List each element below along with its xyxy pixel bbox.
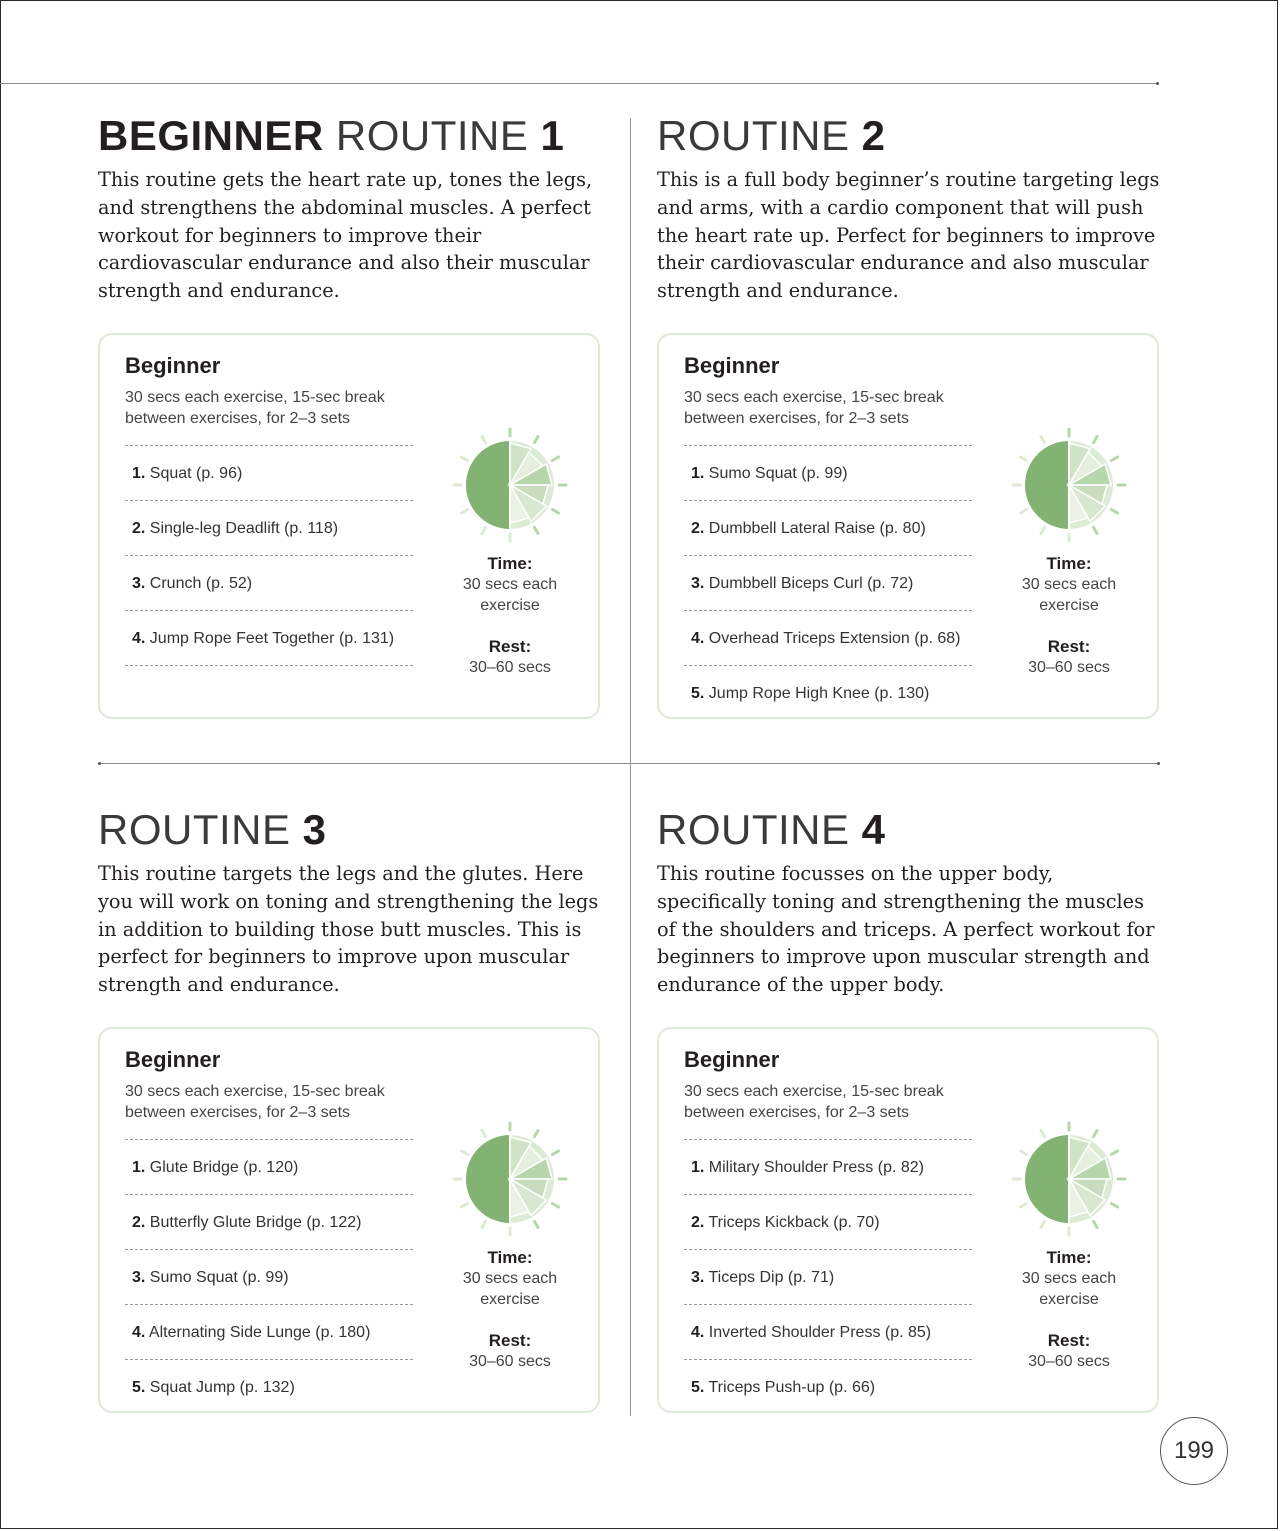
exercise-list [684, 445, 972, 721]
exercise-item: 3. Ticeps Dip (p. 71) [684, 1250, 972, 1305]
time-label: Time: [487, 554, 533, 573]
card-subtitle: 30 secs each exercise, 15-sec break between exercises, for 2–3 sets [684, 1083, 944, 1121]
page-number: 199 [1160, 1417, 1228, 1485]
dial-half-segment [466, 441, 510, 529]
card-title: Beginner [125, 1047, 221, 1072]
time-label: Time: [1046, 554, 1092, 573]
timer-dial-icon [1011, 1121, 1127, 1237]
exercise-list [125, 1139, 413, 1415]
routine-4-section [657, 806, 1163, 999]
routine-description: This routine focusses on the upper body, specifically toning and strengthening the muscles of the shoulders and triceps. A perfect workout for beginners to improve upon muscular strength and endurance of the upper body. [657, 862, 1155, 997]
timer-dial-icon [1011, 1121, 1127, 1237]
rest-label: Rest: [488, 1331, 532, 1350]
dial-tick [1111, 510, 1117, 514]
time-rest-info [1007, 553, 1131, 678]
dial-tick [1094, 1131, 1098, 1137]
rest-value: 30–60 secs [469, 1353, 551, 1370]
time-value: 30 secs each exercise [462, 576, 558, 614]
dial-tick [1094, 1221, 1098, 1227]
exercise-item: 3. Sumo Squat (p. 99) [125, 1250, 413, 1305]
dial-tick [1021, 1151, 1027, 1155]
timer-dial-icon [452, 427, 568, 543]
dial-tick [1041, 437, 1045, 443]
exercise-item: 5. Squat Jump (p. 132) [132, 1379, 295, 1396]
timer-dial-icon [452, 427, 568, 543]
card-title: Beginner [684, 353, 780, 378]
time-value: 30 secs each exercise [462, 1270, 558, 1308]
dial-tick [1021, 1204, 1027, 1208]
dial-tick [552, 1151, 558, 1155]
routine-3-card [98, 1027, 600, 1413]
rest-value: 30–60 secs [469, 659, 551, 676]
rest-label: Rest: [488, 637, 532, 656]
exercise-item: 1. Military Shoulder Press (p. 82) [684, 1140, 972, 1195]
dial-tick [1094, 437, 1098, 443]
middle-divider [99, 763, 1159, 764]
dial-tick [1041, 1221, 1045, 1227]
routine-1-section [98, 112, 604, 305]
dial-tick [482, 437, 486, 443]
exercise-item: 4. Alternating Side Lunge (p. 180) [125, 1305, 413, 1360]
card-subtitle: 30 secs each exercise, 15-sec break between exercises, for 2–3 sets [125, 1083, 385, 1121]
dial-tick [1021, 510, 1027, 514]
exercise-item: 4. Jump Rope Feet Together (p. 131) [125, 611, 413, 666]
time-label: Time: [1046, 1248, 1092, 1267]
exercise-item: 4. Overhead Triceps Extension (p. 68) [684, 611, 972, 666]
column-divider [630, 118, 631, 1416]
dial-tick [535, 1131, 539, 1137]
exercise-item: 1. Squat (p. 96) [125, 446, 413, 501]
timer-dial-icon [452, 1121, 568, 1237]
exercise-item: 2. Dumbbell Lateral Raise (p. 80) [684, 501, 972, 556]
routine-3-section [98, 806, 604, 999]
exercise-item: 2. Butterfly Glute Bridge (p. 122) [125, 1195, 413, 1250]
rest-label: Rest: [1047, 1331, 1091, 1350]
exercise-item: 3. Crunch (p. 52) [125, 556, 413, 611]
time-rest-info [448, 553, 572, 678]
exercise-item: 5. Jump Rope High Knee (p. 130) [691, 685, 930, 702]
exercise-item: 2. Triceps Kickback (p. 70) [684, 1195, 972, 1250]
routine-heading: BEGINNER ROUTINE 1 [98, 112, 565, 159]
dial-tick [462, 1204, 468, 1208]
dial-tick [535, 527, 539, 533]
dial-tick [1041, 527, 1045, 533]
card-title: Beginner [684, 1047, 780, 1072]
time-label: Time: [487, 1248, 533, 1267]
exercise-item: 2. Single-leg Deadlift (p. 118) [125, 501, 413, 556]
time-value: 30 secs each exercise [1021, 1270, 1117, 1308]
dial-tick [535, 1221, 539, 1227]
routine-2-card [657, 333, 1159, 719]
exercise-item: 1. Glute Bridge (p. 120) [125, 1140, 413, 1195]
dial-tick [552, 1204, 558, 1208]
dial-tick [482, 1131, 486, 1137]
routine-description: This routine targets the legs and the glutes. Here you will work on toning and strengthening the legs in addition to building those butt muscles. This is perfect for beginners to improve upon muscular strength and endurance. [98, 862, 599, 997]
time-value: 30 secs each exercise [1021, 576, 1117, 614]
dial-tick [1021, 457, 1027, 461]
routine-description: This routine gets the heart rate up, tones the legs, and strengthens the abdominal muscles. A perfect workout for beginners to improve their cardiovascular endurance and also their muscular strength and endurance. [98, 168, 593, 303]
card-subtitle: 30 secs each exercise, 15-sec break between exercises, for 2–3 sets [125, 389, 385, 427]
rest-value: 30–60 secs [1028, 659, 1110, 676]
dial-tick [462, 1151, 468, 1155]
routine-heading: ROUTINE 3 [98, 806, 327, 853]
routine-heading: ROUTINE 2 [657, 112, 886, 159]
exercise-item: 4. Inverted Shoulder Press (p. 85) [684, 1305, 972, 1360]
divider-end-dot [1156, 82, 1159, 85]
exercise-item: 3. Dumbbell Biceps Curl (p. 72) [684, 556, 972, 611]
dial-half-segment [466, 1135, 510, 1223]
time-rest-info [448, 1247, 572, 1372]
dial-tick [462, 457, 468, 461]
time-rest-info [1007, 1247, 1131, 1372]
timer-dial-icon [1011, 427, 1127, 543]
dial-half-segment [1025, 1135, 1069, 1223]
dial-tick [1111, 1151, 1117, 1155]
dial-tick [482, 527, 486, 533]
routine-1-card [98, 333, 600, 719]
dial-tick [1111, 457, 1117, 461]
dial-tick [482, 1221, 486, 1227]
dial-tick [1041, 1131, 1045, 1137]
exercise-list [684, 1139, 972, 1415]
rest-label: Rest: [1047, 637, 1091, 656]
divider-end-dot [98, 762, 101, 765]
card-title: Beginner [125, 353, 221, 378]
routine-heading: ROUTINE 4 [657, 806, 886, 853]
routine-4-card [657, 1027, 1159, 1413]
exercise-item: 5. Triceps Push-up (p. 66) [691, 1379, 876, 1396]
timer-dial-icon [452, 1121, 568, 1237]
dial-tick [1111, 1204, 1117, 1208]
divider-end-dot [1157, 762, 1160, 765]
rest-value: 30–60 secs [1028, 1353, 1110, 1370]
dial-tick [552, 510, 558, 514]
timer-dial-icon [1011, 427, 1127, 543]
top-divider [0, 83, 1158, 84]
routine-2-section [657, 112, 1163, 305]
dial-tick [552, 457, 558, 461]
routine-description: This is a full body beginner’s routine targeting legs and arms, with a cardio component that will push the heart rate up. Perfect for beginners to improve their cardiovascular endurance and also muscular strength and endurance. [657, 168, 1160, 303]
dial-tick [1094, 527, 1098, 533]
exercise-item: 1. Sumo Squat (p. 99) [684, 446, 972, 501]
dial-tick [535, 437, 539, 443]
card-subtitle: 30 secs each exercise, 15-sec break between exercises, for 2–3 sets [684, 389, 944, 427]
dial-tick [462, 510, 468, 514]
exercise-list [125, 445, 413, 666]
dial-half-segment [1025, 441, 1069, 529]
